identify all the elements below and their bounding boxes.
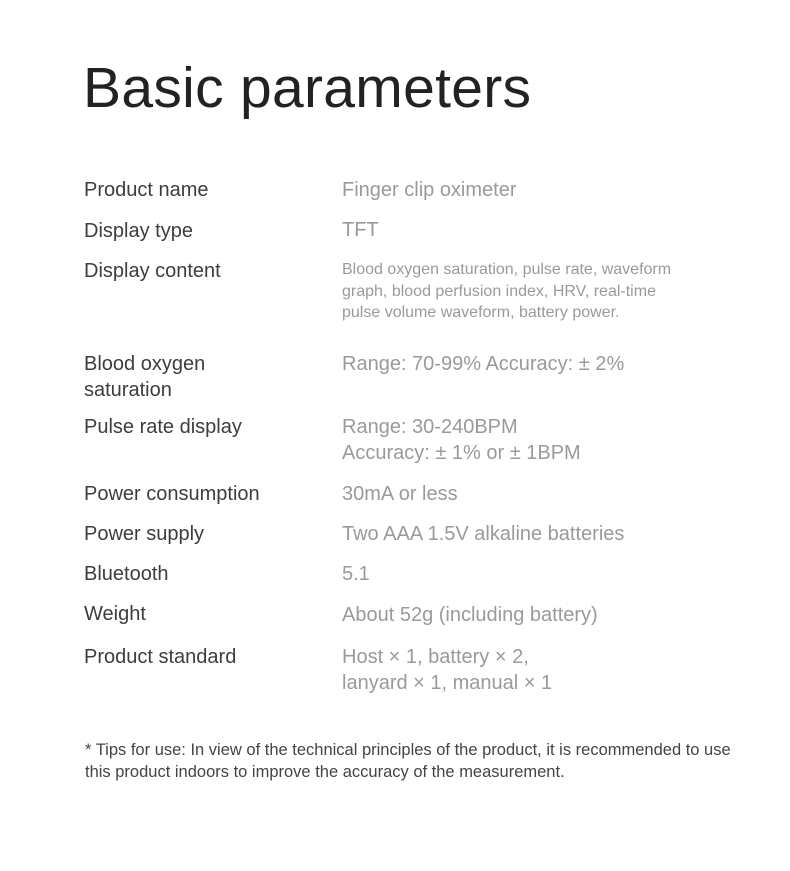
usage-tip: * Tips for use: In view of the technical principles of the product, it is recommended to use this product indoors to improve the accuracy of the measurement. [85, 741, 731, 781]
param-value-display-content: Blood oxygen saturation, pulse rate, waveform graph, blood perfusion index, HRV, real-time pulse volume waveform, battery power. [342, 261, 672, 321]
param-label-blood-oxygen: Blood oxygen saturation [84, 353, 206, 401]
param-value-product-standard: Host × 1, battery × 2, lanyard × 1, manual × 1 [342, 646, 553, 694]
param-value-display-type: TFT [342, 219, 379, 241]
param-label-power-consumption: Power consumption [84, 483, 260, 505]
param-value-power-supply: Two AAA 1.5V alkaline batteries [342, 523, 625, 545]
param-value-bluetooth: 5.1 [342, 563, 370, 585]
param-value-power-consumption: 30mA or less [342, 483, 458, 505]
param-label-product-standard: Product standard [84, 646, 237, 668]
param-value-pulse-rate: Range: 30-240BPM Accuracy: ± 1% or ± 1BPM [342, 416, 581, 464]
param-label-pulse-rate: Pulse rate display [84, 416, 242, 438]
param-value-product-name: Finger clip oximeter [342, 179, 517, 201]
param-value-blood-oxygen: Range: 70-99% Accuracy: ± 2% [342, 353, 625, 375]
param-label-weight: Weight [84, 603, 146, 625]
param-value-weight: About 52g (including battery) [342, 604, 598, 626]
param-label-bluetooth: Bluetooth [84, 563, 169, 585]
param-label-display-content: Display content [84, 260, 221, 282]
page-title: Basic parameters [83, 56, 532, 120]
param-label-product-name: Product name [84, 179, 209, 201]
param-label-display-type: Display type [84, 220, 193, 242]
param-label-power-supply: Power supply [84, 523, 205, 545]
